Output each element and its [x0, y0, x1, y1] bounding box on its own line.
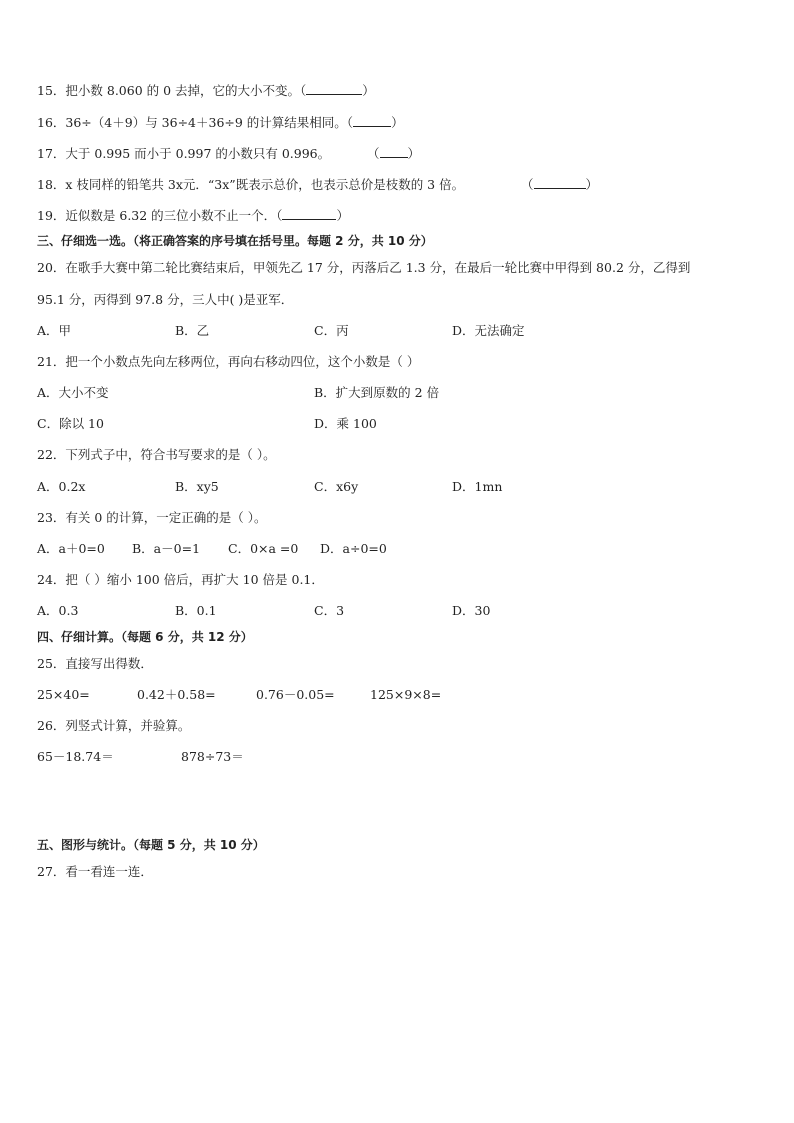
option-d[interactable]: D．30 — [452, 603, 491, 618]
question-17-bracket: （ ） — [367, 146, 421, 161]
question-23: 23．有关 0 的计算，一定正确的是（ ）。 — [37, 510, 267, 525]
question-19: 19．近似数是 6.32 的三位小数不止一个．（ ） — [37, 208, 349, 223]
calc-item: 878÷73＝ — [181, 749, 244, 764]
question-18-text: 18．x 枝同样的铅笔共 3x元．“3x”既表示总价，也表示总价是枝数的 3 倍。 — [37, 177, 465, 192]
option-b[interactable]: B．0.1 — [175, 603, 217, 618]
option-d[interactable]: D．1mn — [452, 479, 503, 494]
question-27: 27．看一看连一连． — [37, 864, 153, 879]
option-c[interactable]: C．3 — [314, 603, 345, 618]
question-18-bracket: （ ） — [521, 177, 599, 192]
question-20-line-2: 95.1 分，丙得到 97.8 分，三人中( )是亚军． — [37, 292, 294, 307]
question-15-text: 15．把小数 8.060 的 0 去掉，它的大小不变。（ — [37, 83, 307, 98]
question-21: 21．把一个小数点先向左移两位，再向右移动四位，这个小数是（ ） — [37, 354, 420, 369]
option-c[interactable]: C．除以 10 — [37, 416, 104, 431]
option-a[interactable]: A．a＋0=0 — [37, 541, 105, 556]
option-b[interactable]: B．扩大到原数的 2 倍 — [314, 385, 440, 400]
option-a[interactable]: A．甲 — [37, 323, 72, 338]
option-c[interactable]: C．0×a =0 — [228, 541, 299, 556]
answer-blank[interactable] — [306, 84, 362, 95]
question-17 — [37, 146, 330, 162]
calc-item: 25×40= — [37, 687, 90, 702]
question-20-line-1: 20．在歌手大赛中第二轮比赛结束后，甲领先乙 17 分，丙落后乙 1.3 分，在最后一轮比赛中甲得到 80.2 分，乙得到 — [37, 260, 691, 275]
question-19-text: 19．近似数是 6.32 的三位小数不止一个．（ — [37, 208, 283, 223]
option-b[interactable]: B．a－0=1 — [132, 541, 201, 556]
option-d[interactable]: D．无法确定 — [452, 323, 525, 338]
calc-item: 65－18.74＝ — [37, 749, 114, 764]
answer-blank[interactable] — [282, 209, 336, 220]
option-c[interactable]: C．丙 — [314, 323, 349, 338]
question-16-text: 16．36÷（4＋9）与 36÷4＋36÷9 的计算结果相同。（ — [37, 115, 354, 130]
option-c[interactable]: C．x6y — [314, 479, 359, 494]
section-5-heading: 五、图形与统计。（每题 5 分，共 10 分） — [37, 838, 265, 852]
question-18 — [37, 177, 464, 193]
question-25: 25．直接写出得数． — [37, 656, 153, 671]
answer-blank[interactable] — [380, 147, 408, 158]
option-a[interactable]: A．0.3 — [37, 603, 79, 618]
option-d[interactable]: D．乘 100 — [314, 416, 377, 431]
answer-blank[interactable] — [353, 116, 391, 127]
calc-item: 0.42＋0.58= — [137, 687, 216, 702]
question-17-text: 17．大于 0.995 而小于 0.997 的小数只有 0.996。 — [37, 146, 331, 161]
question-22: 22．下列式子中，符合书写要求的是（ ）。 — [37, 447, 276, 462]
option-b[interactable]: B．乙 — [175, 323, 210, 338]
option-d[interactable]: D．a÷0=0 — [320, 541, 387, 556]
question-26: 26．列竖式计算，并验算。 — [37, 718, 191, 733]
question-15: 15．把小数 8.060 的 0 去掉，它的大小不变。（ ） — [37, 83, 375, 98]
option-a[interactable]: A．大小不变 — [37, 385, 109, 400]
calc-item: 125×9×8= — [370, 687, 442, 702]
answer-blank[interactable] — [534, 178, 586, 189]
calc-item: 0.76－0.05= — [256, 687, 335, 702]
section-3-heading: 三、仔细选一选。（将正确答案的序号填在括号里。每题 2 分，共 10 分） — [37, 234, 433, 248]
question-24: 24．把（ ）缩小 100 倍后，再扩大 10 倍是 0.1． — [37, 572, 324, 587]
section-4-heading: 四、仔细计算。（每题 6 分，共 12 分） — [37, 630, 253, 644]
option-b[interactable]: B．xy5 — [175, 479, 219, 494]
option-a[interactable]: A．0.2x — [37, 479, 86, 494]
question-16: 16．36÷（4＋9）与 36÷4＋36÷9 的计算结果相同。（ ） — [37, 115, 404, 130]
